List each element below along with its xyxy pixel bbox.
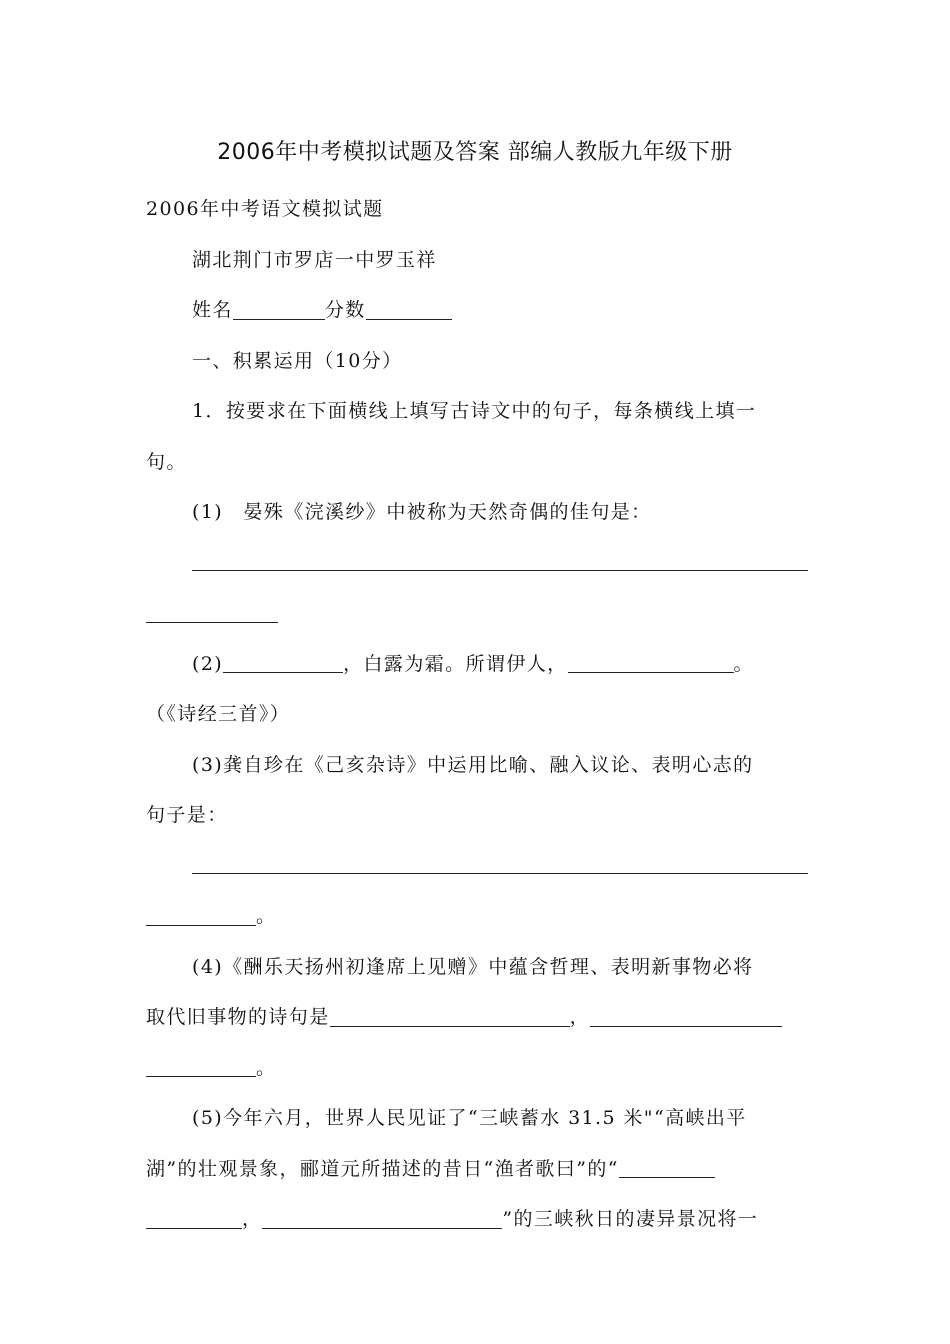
question-1-4-line-1: (4)《酬乐天扬州初逢席上见赠》中蕴含哲理、表明新事物必将 (192, 955, 754, 978)
q1-2-number: (2) (192, 652, 224, 675)
q1-2-end: 。 (733, 652, 754, 675)
q1-3-blank[interactable] (146, 906, 256, 926)
q1-3-end: 。 (256, 905, 277, 927)
name-label: 姓名 (192, 299, 233, 321)
question-1-5-line-2 (146, 1144, 808, 1195)
q1-5-text: 湖”的壮观景象，郦道元所描述的昔日“渔者歌曰”的“ (146, 1157, 619, 1180)
question-1-4-line-2 (146, 992, 808, 1043)
document-body (146, 184, 808, 1245)
q1-5-blank-3[interactable] (262, 1209, 502, 1229)
q1-5-blank-2[interactable] (146, 1209, 242, 1229)
question-1-4-answer-tail (146, 1043, 808, 1094)
q1-2-text: ，白露为霜。所谓伊人， (343, 652, 568, 675)
q1-4-blank-2[interactable] (590, 1007, 782, 1027)
name-score-line (146, 285, 808, 336)
q1-4-comma: ， (569, 1006, 591, 1028)
answer-line[interactable] (146, 841, 808, 892)
question-1-line-1: 1．按要求在下面横线上填写古诗文中的句子，每条横线上填一 (192, 400, 757, 422)
q1-5-blank-1[interactable] (619, 1158, 715, 1178)
q1-4-end: 。 (256, 1056, 277, 1079)
exam-subtitle: 2006年中考语文模拟试题 (146, 198, 384, 220)
q1-4-text: 取代旧事物的诗句是 (146, 1006, 330, 1028)
question-1-3-line-2: 句子是： (146, 804, 228, 826)
question-1-1: (1) 晏殊《浣溪纱》中被称为天然奇偶的佳句是： (192, 501, 652, 523)
question-1-3-line-1: (3)龚自珍在《己亥杂诗》中运用比喻、融入议论、表明心志的 (192, 753, 754, 776)
q1-5-comma: ， (242, 1208, 263, 1230)
q1-2-blank-2[interactable] (568, 653, 734, 673)
question-1-2-source: （《诗经三首》） (146, 703, 291, 725)
answer-line-tail[interactable] (146, 588, 808, 639)
score-label: 分数 (324, 299, 366, 321)
section-heading: 一、积累运用（10分） (192, 349, 403, 372)
question-1-3-answer-tail (146, 891, 808, 942)
q1-4-blank-1[interactable] (330, 1007, 570, 1027)
q1-4-blank-3[interactable] (146, 1057, 256, 1077)
q1-2-blank-1[interactable] (223, 653, 343, 673)
score-blank[interactable] (366, 300, 452, 320)
name-blank[interactable] (233, 300, 325, 320)
question-1-2 (146, 639, 808, 690)
answer-line[interactable] (146, 538, 808, 589)
question-1-line-2: 句。 (146, 450, 187, 473)
question-1-5-line-1: (5)今年六月，世界人民见证了“三峡蓄水 31.5 米"“高峡出平 (192, 1107, 747, 1129)
author-line: 湖北荆门市罗店一中罗玉祥 (192, 248, 437, 271)
q1-5-text-end: ”的三峡秋日的凄异景况将一 (502, 1208, 759, 1230)
document-title: 2006年中考模拟试题及答案 部编人教版九年级下册 (217, 140, 733, 165)
question-1-5-line-3 (146, 1194, 808, 1245)
